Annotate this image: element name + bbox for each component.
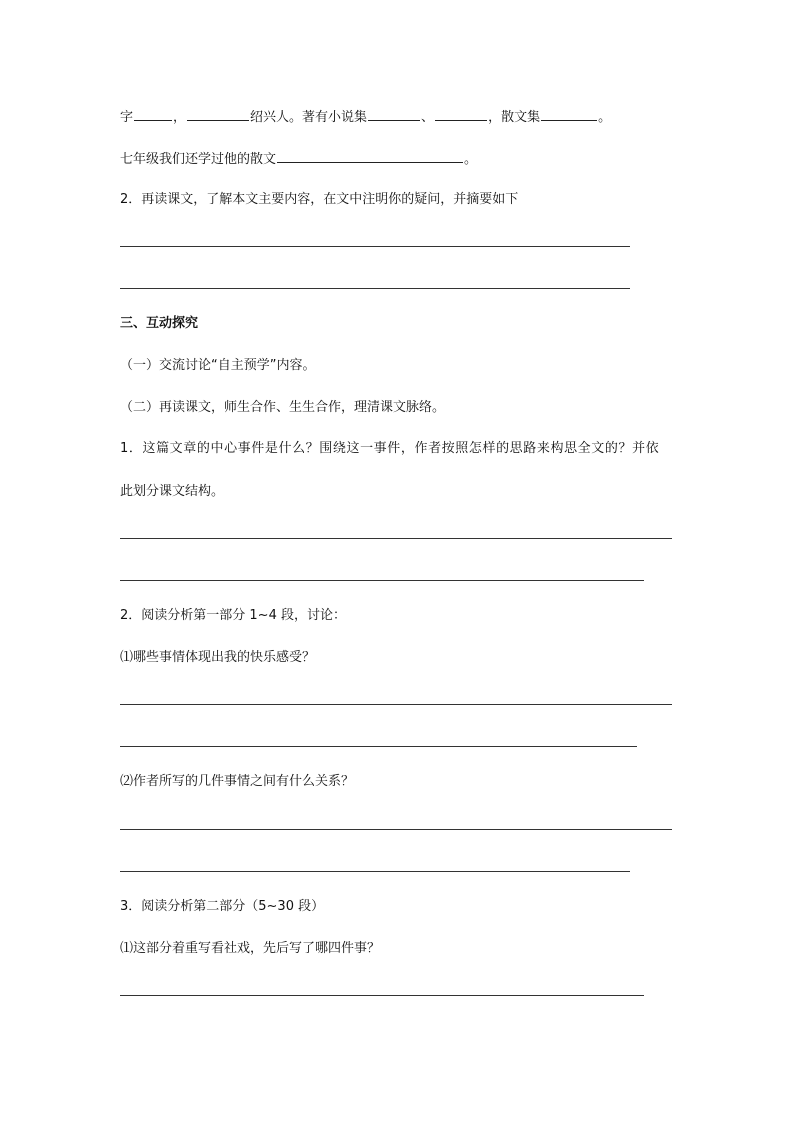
question-3: 3．阅读分析第二部分（5~30 段） (120, 899, 325, 914)
section-title: 三、互动探究 (120, 316, 199, 331)
fill-blank[interactable] (134, 108, 172, 121)
answer-line[interactable] (120, 746, 637, 747)
answer-line[interactable] (120, 704, 672, 705)
text-segment: ，散文集 (488, 110, 541, 125)
text-segment: 。 (598, 110, 612, 125)
fill-blank[interactable] (277, 150, 463, 163)
author-info-line (120, 108, 611, 126)
fill-blank[interactable] (541, 108, 597, 121)
question-3-part-1: ⑴这部分着重写看社戏，先后写了哪四件事？ (120, 941, 381, 956)
answer-line[interactable] (120, 829, 672, 830)
text-segment: ， (173, 110, 187, 125)
answer-line[interactable] (120, 871, 630, 872)
fill-blank[interactable] (187, 108, 249, 121)
text-segment: 七年级我们还学过他的散文 (120, 152, 277, 167)
fill-blank[interactable] (435, 108, 487, 121)
text-segment: 字 (120, 110, 134, 125)
answer-line[interactable] (120, 246, 630, 247)
text-segment: 绍兴人。著有小说集 (250, 110, 368, 125)
question-reread: 2．再读课文，了解本文主要内容，在文中注明你的疑问，并摘要如下 (120, 192, 519, 207)
subsection-two: （二）再读课文，师生合作、生生合作，理清课文脉络。 (120, 400, 446, 415)
question-1-continued: 此划分课文结构。 (120, 484, 225, 499)
subsection-one: （一）交流讨论“自主预学”内容。 (120, 358, 316, 373)
question-2: 2．阅读分析第一部分 1~4 段，讨论： (120, 608, 346, 623)
text-segment: 、 (421, 110, 435, 125)
question-2-part-2: ⑵作者所写的几件事情之间有什么关系？ (120, 774, 355, 789)
answer-line[interactable] (120, 538, 672, 539)
essay-line (120, 150, 477, 168)
answer-line[interactable] (120, 288, 630, 289)
answer-line[interactable] (120, 580, 644, 581)
question-1: 1．这篇文章的中心事件是什么？围绕这一事件，作者按照怎样的思路来构思全文的？并依 (120, 441, 660, 456)
answer-line[interactable] (120, 995, 644, 996)
text-segment: 。 (464, 152, 478, 167)
question-2-part-1: ⑴哪些事情体现出我的快乐感受？ (120, 650, 316, 665)
fill-blank[interactable] (368, 108, 420, 121)
